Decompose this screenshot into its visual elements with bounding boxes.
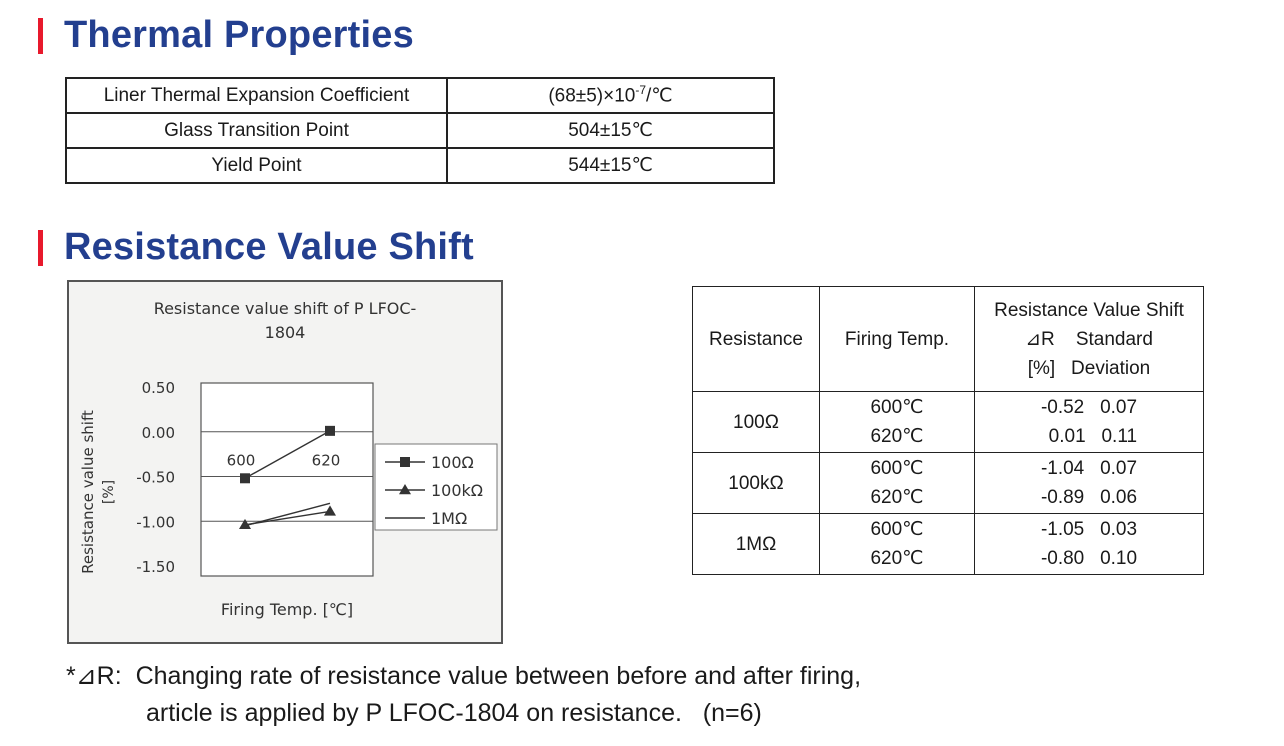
chart-svg <box>69 282 501 642</box>
legend-label: 100Ω <box>431 453 474 472</box>
y-tick-label: -1.00 <box>136 513 175 532</box>
y-tick-label: 0.50 <box>141 379 175 397</box>
col-header-resistance: Resistance <box>693 287 820 392</box>
cell-firing-temps: 600℃ 620℃ <box>820 514 975 575</box>
data-point-square <box>400 457 410 467</box>
table-row <box>693 514 1204 575</box>
cell-shift-values: -1.04 0.07 -0.89 0.06 <box>975 453 1204 514</box>
table-header-row <box>693 287 1204 392</box>
cell-shift-values: -0.52 0.07 0.01 0.11 <box>975 392 1204 453</box>
cell-shift-values: -1.05 0.03 -0.80 0.10 <box>975 514 1204 575</box>
shift-title: Resistance Value Shift <box>64 226 474 268</box>
cell-resistance: 1MΩ <box>693 514 820 575</box>
cell-resistance: 100kΩ <box>693 453 820 514</box>
data-point-square <box>240 473 250 483</box>
resistance-shift-chart <box>67 280 503 644</box>
y-tick-label: -0.50 <box>136 468 175 487</box>
table-row <box>693 453 1204 514</box>
plot-area <box>201 383 373 576</box>
shift-section-header <box>38 226 474 269</box>
table-row <box>66 148 774 183</box>
col-header-firing-temp: Firing Temp. <box>820 287 975 392</box>
accent-bar <box>38 230 43 266</box>
row-value: 504±15℃ <box>447 113 774 148</box>
x-tick-label: 600 <box>226 451 256 470</box>
row-label: Yield Point <box>66 148 447 183</box>
table-row <box>66 113 774 148</box>
row-label: Liner Thermal Expansion Coefficient <box>66 78 447 113</box>
chart-title-line1: Resistance value shift of P LFOC- <box>153 299 417 318</box>
y-tick-label: 0.00 <box>141 423 175 442</box>
cell-firing-temps: 600℃ 620℃ <box>820 392 975 453</box>
chart-title-line2: 1804 <box>264 323 306 342</box>
col-header-shift: Resistance Value Shift ⊿R Standard [%] Deviation <box>975 287 1204 392</box>
data-point-square <box>325 426 335 436</box>
footnote-line2: article is applied by P LFOC-1804 on resistance. (n=6) <box>146 699 762 727</box>
legend-label: 1MΩ <box>431 509 468 528</box>
row-label: Glass Transition Point <box>66 113 447 148</box>
thermal-properties-table <box>65 77 775 184</box>
chart-ylabel-line2: [%] <box>101 479 117 505</box>
cell-firing-temps: 600℃ 620℃ <box>820 453 975 514</box>
chart-ylabel-line1: Resistance value shift <box>79 410 97 574</box>
thermal-section-header <box>38 14 414 57</box>
footnote <box>66 658 861 732</box>
table-row <box>693 392 1204 453</box>
x-tick-label: 620 <box>311 451 341 470</box>
legend-label: 100kΩ <box>431 481 484 500</box>
footnote-line1: *⊿R: Changing rate of resistance value between before and after firing, <box>66 662 862 690</box>
cell-resistance: 100Ω <box>693 392 820 453</box>
chart-xlabel: Firing Temp. [℃] <box>220 600 354 619</box>
y-tick-label: -1.50 <box>136 558 175 576</box>
resistance-shift-table <box>692 286 1204 575</box>
thermal-title: Thermal Properties <box>64 14 414 56</box>
row-value: 544±15℃ <box>447 148 774 183</box>
accent-bar <box>38 18 43 54</box>
row-value: $(68\pm 5)\times 10^{-7}/℃$ <box>447 78 774 113</box>
table-row <box>66 78 774 113</box>
